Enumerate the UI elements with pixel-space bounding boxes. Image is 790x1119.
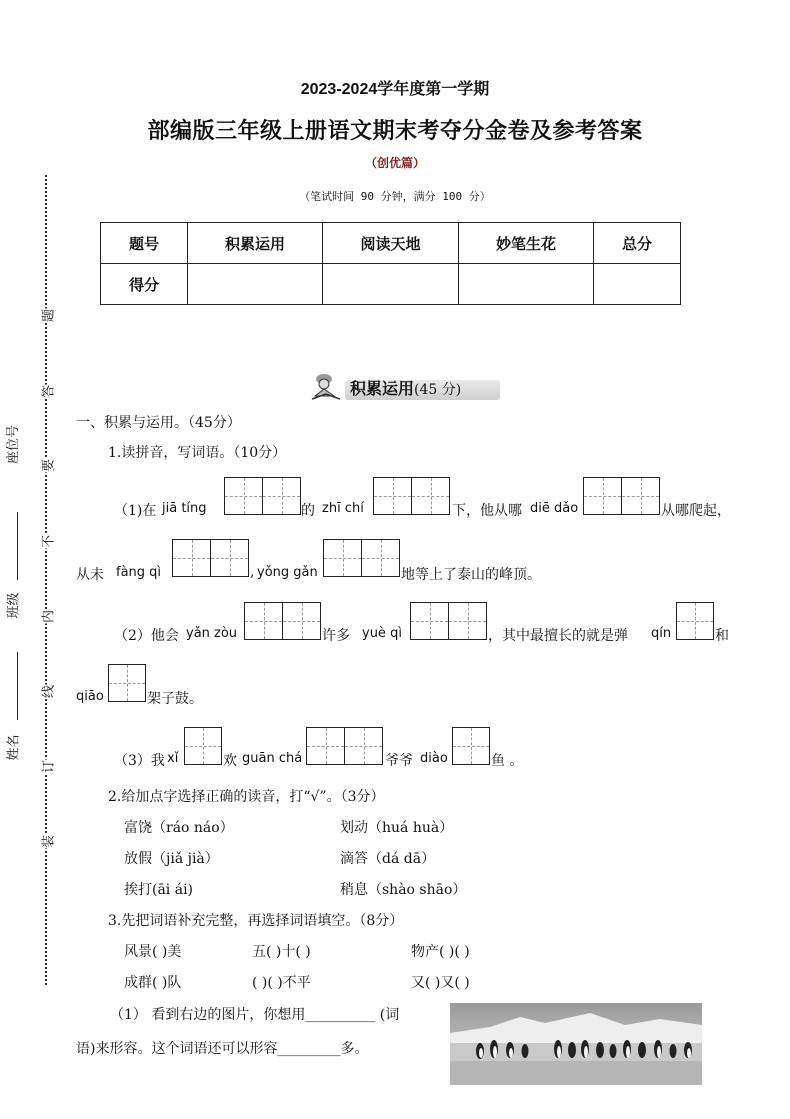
question-1: 1.读拼音，写词语。（10分） — [108, 445, 287, 461]
penguin-photo-svg — [450, 1003, 702, 1085]
binding-char: 答 — [38, 385, 57, 399]
score-input-cell[interactable] — [188, 264, 323, 305]
score-table-score-row — [101, 264, 681, 305]
binding-char: 要 — [38, 459, 57, 473]
answer-grid[interactable] — [172, 539, 249, 577]
q1-text: 下，他从哪 — [452, 503, 522, 519]
pinyin: qín — [651, 626, 672, 641]
q1-text: （3）我 — [114, 753, 165, 769]
question-3: 3.先把词语补充完整，再选择词语填空。（8分） — [108, 913, 404, 929]
pinyin: yǒng gǎn — [257, 565, 318, 580]
child-reading-icon — [310, 372, 344, 402]
q3-sentence: 语)来形容。这个词语还可以形容_________多。 — [76, 1041, 369, 1057]
answer-grid[interactable] — [676, 602, 714, 640]
q3-fill[interactable]: 成群( )队 — [124, 975, 182, 991]
q1-text: 从未 — [76, 567, 104, 583]
binding-dotted-line — [45, 175, 47, 985]
question-main: 一、积累与运用。（45分） — [76, 415, 241, 431]
answer-grid[interactable] — [244, 602, 321, 640]
score-cell: 题号 — [101, 223, 188, 264]
score-cell: 妙笔生花 — [459, 223, 594, 264]
binding-char: 题 — [38, 309, 57, 323]
q1-text: 的 — [301, 503, 315, 519]
q3-fill[interactable]: 又( )又( ) — [411, 975, 470, 991]
q1-text: 从哪爬起， — [661, 503, 731, 519]
q3-fill[interactable]: 物产( )( ) — [411, 944, 470, 960]
score-table-header-row — [101, 223, 681, 264]
answer-grid[interactable] — [452, 727, 490, 765]
exam-subtitle: （创优篇） — [364, 156, 425, 170]
pinyin: diào — [420, 751, 448, 766]
pinyin: zhī chí — [322, 501, 364, 516]
pinyin: qiāo — [76, 689, 104, 704]
answer-grid[interactable] — [323, 539, 400, 577]
seat-number-label: 座位号 — [6, 424, 22, 465]
section-score: (45 分) — [414, 382, 462, 398]
q1-text: 鱼 。 — [491, 753, 524, 769]
exam-note: （笔试时间 90 分钟，满分 100 分） — [299, 190, 491, 203]
score-cell: 总分 — [594, 223, 681, 264]
binding-char: 订 — [38, 760, 57, 774]
q3-fill[interactable]: 五( )十( ) — [252, 944, 311, 960]
q2-option[interactable]: 富饶（ráo náo） — [124, 820, 234, 836]
answer-grid[interactable] — [306, 727, 383, 765]
q3-fill[interactable]: 风景( )美 — [124, 944, 182, 960]
score-input-cell[interactable] — [323, 264, 459, 305]
score-cell: 得分 — [101, 264, 188, 305]
q1-text: 欢 — [223, 753, 237, 769]
binding-char: 内 — [38, 610, 57, 624]
q1-text: ，其中最擅长的就是弹 — [488, 628, 628, 644]
q1-text: 和 — [715, 628, 729, 644]
score-input-cell[interactable] — [594, 264, 681, 305]
score-cell: 阅读天地 — [323, 223, 459, 264]
answer-grid[interactable] — [224, 477, 301, 515]
q1-text: 架子鼓。 — [147, 691, 203, 707]
q2-option[interactable]: 滴答（dá dā） — [340, 851, 436, 867]
answer-grid[interactable] — [373, 477, 450, 515]
q1-text: 爷爷 — [385, 753, 413, 769]
seat-number-blank[interactable] — [17, 512, 18, 580]
penguin-photo — [450, 1003, 702, 1085]
q1-text: （2）他会 — [114, 628, 179, 644]
name-label: 姓名 — [6, 734, 22, 761]
exam-year: 2023-2024学年度第一学期 — [300, 81, 490, 98]
binding-char: 线 — [38, 685, 57, 699]
pinyin: yǎn zòu — [186, 626, 238, 641]
pinyin: xǐ — [167, 751, 179, 766]
q2-option[interactable]: 放假（jiǎ jià） — [124, 851, 219, 867]
score-input-cell[interactable] — [459, 264, 594, 305]
q3-fill[interactable]: ( )( )不平 — [252, 975, 311, 991]
q2-option[interactable]: 稍息（shào shāo） — [340, 882, 467, 898]
section-banner — [310, 372, 500, 402]
answer-grid[interactable] — [410, 602, 487, 640]
pinyin: diē dǎo — [530, 501, 579, 516]
exam-title: 部编版三年级上册语文期末考夺分金卷及参考答案 — [147, 119, 643, 144]
q1-text: 许多 — [322, 628, 350, 644]
q2-option[interactable]: 挨打(āi ái) — [124, 882, 194, 898]
binding-char: 不 — [38, 535, 57, 549]
binding-char: 装 — [38, 835, 57, 849]
score-cell: 积累运用 — [188, 223, 323, 264]
q1-text: 地等上了泰山的峰顶。 — [401, 567, 541, 583]
q3-sentence: （1） 看到右边的图片，你想用__________ (词 — [110, 1007, 400, 1023]
section-title — [350, 376, 461, 399]
answer-grid[interactable] — [184, 727, 222, 765]
q2-option[interactable]: 划动（huá huà） — [340, 820, 454, 836]
pinyin: jiā tíng — [162, 501, 207, 516]
answer-grid[interactable] — [108, 664, 146, 702]
class-blank[interactable] — [17, 652, 18, 720]
q1-text: （1)在 — [114, 503, 157, 519]
pinyin: fàng qì — [116, 565, 162, 580]
class-label: 班级 — [6, 592, 22, 619]
section-title-text: 积累运用 — [350, 379, 415, 398]
pinyin: guān chá — [242, 751, 303, 766]
score-table — [100, 222, 681, 305]
answer-grid[interactable] — [583, 477, 660, 515]
q1-text: , — [250, 564, 255, 580]
pinyin: yuè qì — [362, 626, 402, 641]
question-2: 2.给加点字选择正确的读音，打“√”。（3分） — [108, 789, 385, 805]
